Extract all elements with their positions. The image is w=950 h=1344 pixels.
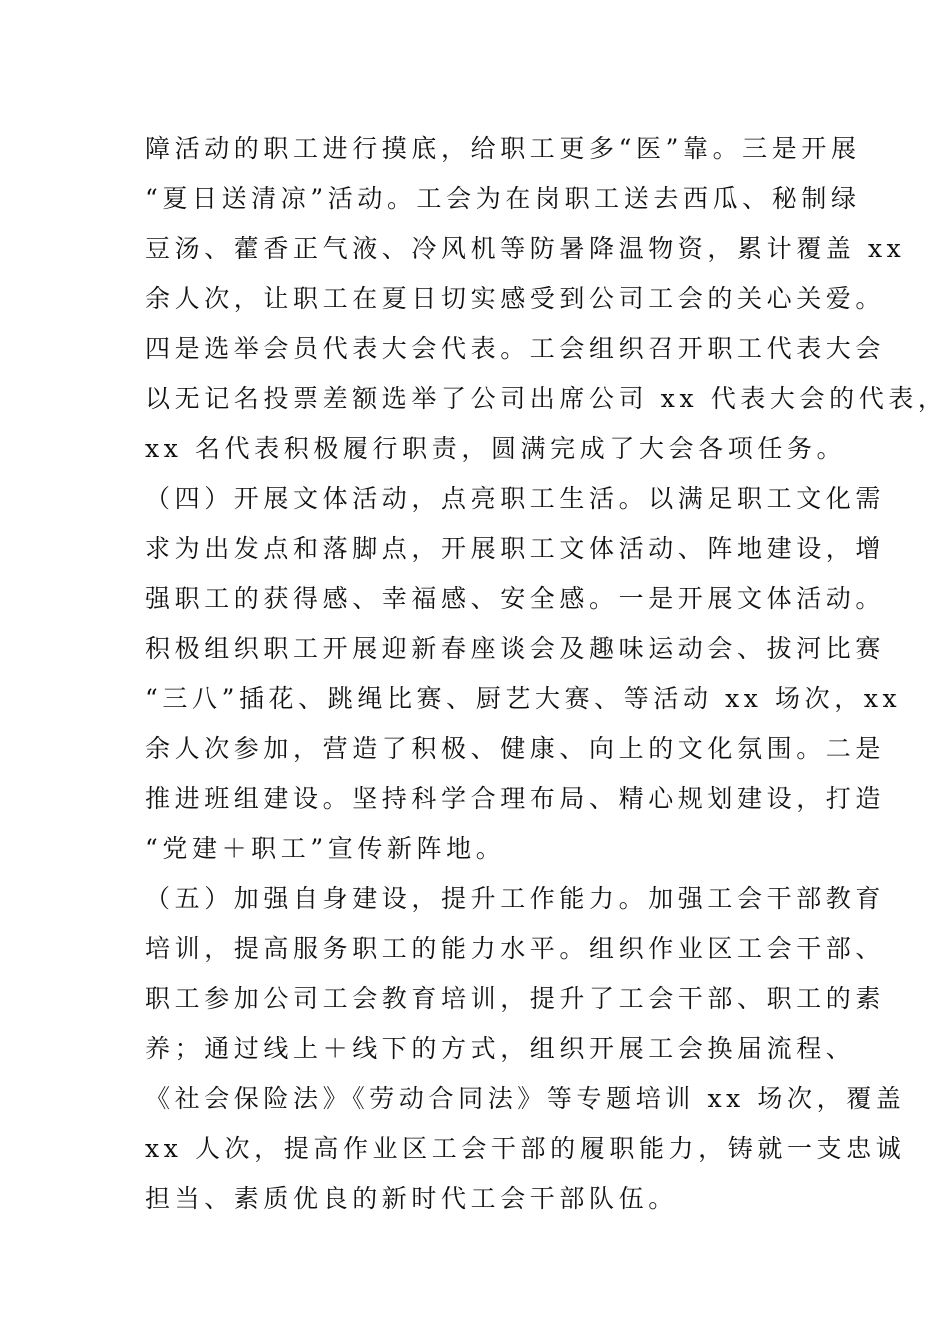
text-line: 求为出发点和落脚点，开展职工文体活动、阵地建设，增 (145, 534, 886, 563)
text-line: 豆汤、藿香正气液、冷风机等防暑降温物资，累计覆盖 xx (145, 234, 906, 263)
text-line: xx 名代表积极履行职责，圆满完成了大会各项任务。 (145, 434, 847, 463)
text-line: 职工参加公司工会教育培训，提升了工会干部、职工的素 (145, 984, 886, 1013)
section-heading-line: （五）加强自身建设，提升工作能力。加强工会干部教育 (145, 884, 886, 913)
text-line: 担当、素质优良的新时代工会干部队伍。 (145, 1184, 678, 1213)
text-line: xx 人次，提高作业区工会干部的履职能力，铸就一支忠诚 (145, 1134, 906, 1163)
text-line: 以无记名投票差额选举了公司出席公司 xx 代表大会的代表， (145, 384, 948, 413)
text-line: 培训，提高服务职工的能力水平。组织作业区工会干部、 (145, 934, 886, 963)
text-line: 强职工的获得感、幸福感、安全感。一是开展文体活动。 (145, 584, 886, 613)
text-line: 养；通过线上＋线下的方式，组织开展工会换届流程、 (145, 1034, 856, 1063)
text-line: 《社会保险法》《劳动合同法》等专题培训 xx 场次，覆盖 (145, 1084, 906, 1113)
text-line: 推进班组建设。坚持科学合理布局、精心规划建设，打造 (145, 784, 886, 813)
text-line: “三八”插花、跳绳比赛、厨艺大赛、等活动 xx 场次，xx (145, 684, 902, 713)
section-heading-line: （四）开展文体活动，点亮职工生活。以满足职工文化需 (145, 484, 886, 513)
text-line: “党建＋职工”宣传新阵地。 (145, 834, 506, 863)
text-line: 余人次，让职工在夏日切实感受到公司工会的关心关爱。 (145, 284, 886, 313)
text-line: 障活动的职工进行摸底，给职工更多“医”靠。三是开展 (145, 134, 861, 163)
document-body (145, 124, 948, 1224)
text-line: “夏日送清凉”活动。工会为在岗职工送去西瓜、秘制绿 (145, 184, 861, 213)
text-line: 四是选举会员代表大会代表。工会组织召开职工代表大会 (145, 334, 886, 363)
text-line: 余人次参加，营造了积极、健康、向上的文化氛围。二是 (145, 734, 886, 763)
text-line: 积极组织职工开展迎新春座谈会及趣味运动会、拔河比赛 (145, 634, 886, 663)
